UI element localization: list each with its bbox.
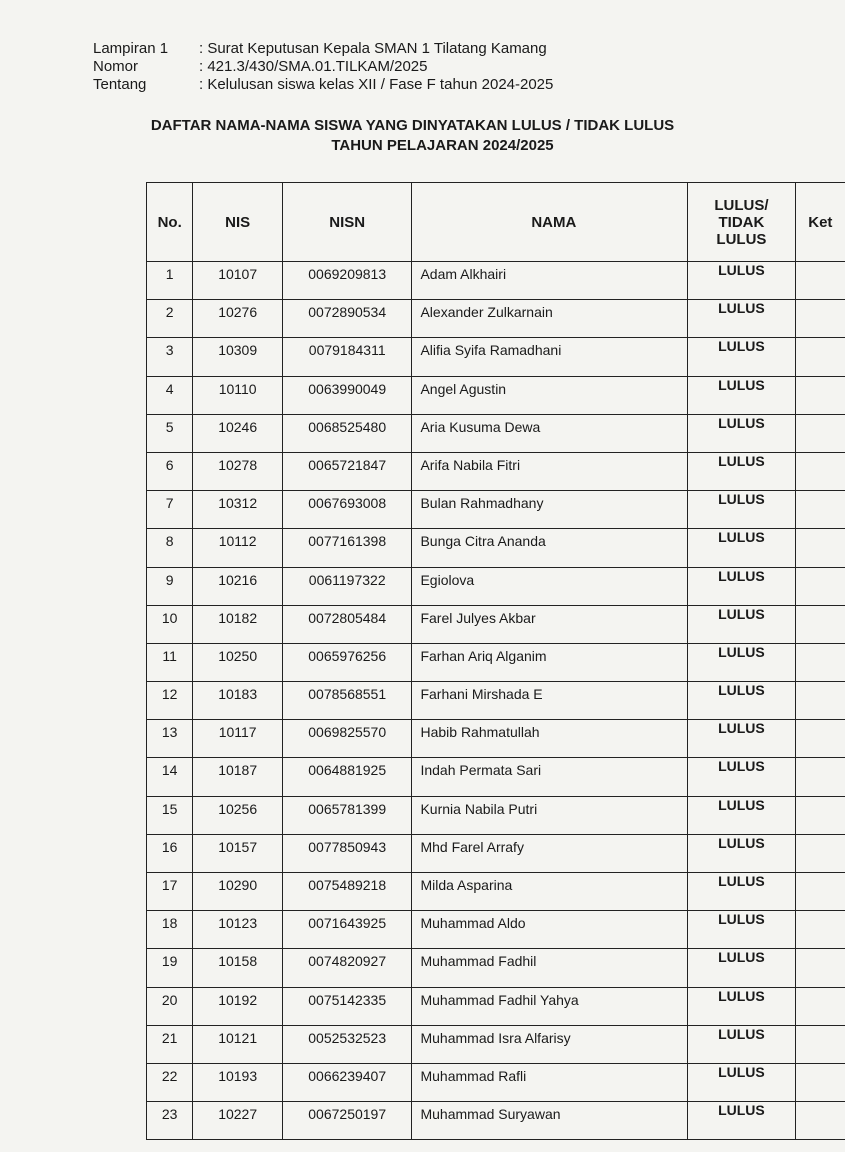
- table-row: [147, 796, 845, 834]
- cell-ket: [795, 491, 845, 529]
- cell-nis: 10107: [193, 262, 283, 300]
- cell-ket: [795, 911, 845, 949]
- table-row: [147, 414, 845, 452]
- cell-nama: Muhammad Isra Alfarisy: [412, 1025, 688, 1063]
- cell-status: LULUS: [688, 987, 795, 1025]
- cell-nama: Bunga Citra Ananda: [412, 529, 688, 567]
- cell-nis: 10227: [193, 1102, 283, 1140]
- cell-no: 14: [147, 758, 193, 796]
- col-header-nisn: NISN: [282, 183, 412, 262]
- cell-ket: [795, 682, 845, 720]
- cell-ket: [795, 643, 845, 681]
- cell-no: 22: [147, 1063, 193, 1101]
- table-row: [147, 338, 845, 376]
- cell-nama: Farhani Mirshada E: [412, 682, 688, 720]
- col-header-ket: Ket: [795, 183, 845, 262]
- cell-ket: [795, 452, 845, 490]
- cell-nisn: 0075142335: [282, 987, 412, 1025]
- cell-ket: [795, 1025, 845, 1063]
- cell-no: 4: [147, 376, 193, 414]
- cell-status: LULUS: [688, 834, 795, 872]
- document-subtitle: TAHUN PELAJARAN 2024/2025: [331, 137, 554, 154]
- cell-ket: [795, 605, 845, 643]
- table-row: [147, 567, 845, 605]
- cell-no: 9: [147, 567, 193, 605]
- cell-nama: Habib Rahmatullah: [412, 720, 688, 758]
- cell-no: 23: [147, 1102, 193, 1140]
- cell-status: LULUS: [688, 338, 795, 376]
- cell-no: 21: [147, 1025, 193, 1063]
- status-header-line: TIDAK: [718, 213, 765, 231]
- cell-no: 8: [147, 529, 193, 567]
- cell-nama: Aria Kusuma Dewa: [412, 414, 688, 452]
- cell-nis: 10121: [193, 1025, 283, 1063]
- cell-nama: Muhammad Fadhil: [412, 949, 688, 987]
- cell-nama: Indah Permata Sari: [412, 758, 688, 796]
- cell-ket: [795, 376, 845, 414]
- cell-no: 20: [147, 987, 193, 1025]
- cell-nama: Muhammad Suryawan: [412, 1102, 688, 1140]
- cell-ket: [795, 987, 845, 1025]
- cell-nis: 10182: [193, 605, 283, 643]
- cell-status: LULUS: [688, 452, 795, 490]
- header-value: : Surat Keputusan Kepala SMAN 1 Tilatang Kamang: [199, 40, 547, 57]
- document-header: [93, 40, 553, 94]
- cell-nis: 10276: [193, 300, 283, 338]
- cell-status: LULUS: [688, 796, 795, 834]
- cell-status: LULUS: [688, 911, 795, 949]
- header-value: : Kelulusan siswa kelas XII / Fase F tahun 2024-2025: [199, 76, 554, 93]
- table-header-row: [147, 183, 845, 262]
- cell-status: LULUS: [688, 720, 795, 758]
- col-header-nis: NIS: [193, 183, 283, 262]
- document-title: DAFTAR NAMA-NAMA SISWA YANG DINYATAKAN LULUS / TIDAK LULUS: [150, 117, 675, 134]
- cell-nisn: 0079184311: [282, 338, 412, 376]
- cell-nis: 10158: [193, 949, 283, 987]
- header-row-nomor: [93, 58, 553, 76]
- cell-ket: [795, 949, 845, 987]
- table-row: [147, 1102, 845, 1140]
- table-row: [147, 300, 845, 338]
- cell-nisn: 0077850943: [282, 834, 412, 872]
- header-row-tentang: [93, 76, 553, 94]
- table-row: [147, 758, 845, 796]
- cell-nisn: 0072805484: [282, 605, 412, 643]
- cell-nis: 10192: [193, 987, 283, 1025]
- cell-status: LULUS: [688, 376, 795, 414]
- cell-nis: 10110: [193, 376, 283, 414]
- cell-nis: 10309: [193, 338, 283, 376]
- col-header-no: No.: [147, 183, 193, 262]
- cell-ket: [795, 834, 845, 872]
- cell-nis: 10193: [193, 1063, 283, 1101]
- cell-nis: 10187: [193, 758, 283, 796]
- cell-no: 13: [147, 720, 193, 758]
- cell-nis: 10157: [193, 834, 283, 872]
- cell-nis: 10123: [193, 911, 283, 949]
- header-label: Tentang: [93, 76, 147, 93]
- cell-nisn: 0061197322: [282, 567, 412, 605]
- cell-no: 3: [147, 338, 193, 376]
- cell-ket: [795, 796, 845, 834]
- cell-nisn: 0052532523: [282, 1025, 412, 1063]
- cell-ket: [795, 1102, 845, 1140]
- cell-ket: [795, 414, 845, 452]
- student-table: [146, 182, 845, 1140]
- cell-nis: 10246: [193, 414, 283, 452]
- cell-status: LULUS: [688, 1063, 795, 1101]
- cell-ket: [795, 567, 845, 605]
- cell-nis: 10112: [193, 529, 283, 567]
- table-row: [147, 1025, 845, 1063]
- cell-status: LULUS: [688, 1102, 795, 1140]
- table-row: [147, 720, 845, 758]
- table-row: [147, 529, 845, 567]
- cell-ket: [795, 720, 845, 758]
- cell-nama: Farel Julyes Akbar: [412, 605, 688, 643]
- cell-no: 16: [147, 834, 193, 872]
- table-row: [147, 605, 845, 643]
- cell-status: LULUS: [688, 300, 795, 338]
- cell-status: LULUS: [688, 529, 795, 567]
- cell-nisn: 0068525480: [282, 414, 412, 452]
- col-header-nama: NAMA: [412, 183, 688, 262]
- cell-no: 12: [147, 682, 193, 720]
- cell-nisn: 0072890534: [282, 300, 412, 338]
- cell-status: LULUS: [688, 491, 795, 529]
- cell-no: 2: [147, 300, 193, 338]
- cell-nama: Arifa Nabila Fitri: [412, 452, 688, 490]
- table-row: [147, 452, 845, 490]
- cell-status: LULUS: [688, 605, 795, 643]
- cell-nama: Muhammad Fadhil Yahya: [412, 987, 688, 1025]
- cell-nisn: 0069825570: [282, 720, 412, 758]
- cell-nama: Mhd Farel Arrafy: [412, 834, 688, 872]
- cell-nama: Bulan Rahmadhany: [412, 491, 688, 529]
- header-row-lampiran: [93, 40, 553, 58]
- cell-status: LULUS: [688, 262, 795, 300]
- cell-status: LULUS: [688, 643, 795, 681]
- cell-nis: 10290: [193, 873, 283, 911]
- cell-nama: Muhammad Aldo: [412, 911, 688, 949]
- cell-nisn: 0075489218: [282, 873, 412, 911]
- cell-no: 18: [147, 911, 193, 949]
- cell-status: LULUS: [688, 873, 795, 911]
- cell-nisn: 0065721847: [282, 452, 412, 490]
- cell-no: 19: [147, 949, 193, 987]
- cell-ket: [795, 1063, 845, 1101]
- cell-nama: Adam Alkhairi: [412, 262, 688, 300]
- table-row: [147, 376, 845, 414]
- table-row: [147, 911, 845, 949]
- cell-no: 10: [147, 605, 193, 643]
- header-value: : 421.3/430/SMA.01.TILKAM/2025: [199, 58, 428, 75]
- cell-ket: [795, 758, 845, 796]
- cell-nisn: 0067693008: [282, 491, 412, 529]
- header-label: Nomor: [93, 58, 139, 75]
- cell-ket: [795, 300, 845, 338]
- cell-nis: 10117: [193, 720, 283, 758]
- cell-nisn: 0077161398: [282, 529, 412, 567]
- table-row: [147, 1063, 845, 1101]
- cell-nisn: 0071643925: [282, 911, 412, 949]
- cell-nama: Muhammad Rafli: [412, 1063, 688, 1101]
- cell-no: 11: [147, 643, 193, 681]
- table-row: [147, 987, 845, 1025]
- status-header-line: LULUS/: [714, 196, 769, 214]
- cell-nisn: 0067250197: [282, 1102, 412, 1140]
- cell-nama: Kurnia Nabila Putri: [412, 796, 688, 834]
- table-row: [147, 873, 845, 911]
- cell-nis: 10216: [193, 567, 283, 605]
- cell-no: 15: [147, 796, 193, 834]
- cell-nis: 10312: [193, 491, 283, 529]
- cell-nisn: 0065781399: [282, 796, 412, 834]
- cell-nisn: 0069209813: [282, 262, 412, 300]
- cell-status: LULUS: [688, 414, 795, 452]
- cell-ket: [795, 873, 845, 911]
- cell-no: 5: [147, 414, 193, 452]
- cell-nis: 10183: [193, 682, 283, 720]
- cell-no: 7: [147, 491, 193, 529]
- cell-nama: Farhan Ariq Alganim: [412, 643, 688, 681]
- cell-nama: Egiolova: [412, 567, 688, 605]
- cell-nama: Milda Asparina: [412, 873, 688, 911]
- cell-ket: [795, 338, 845, 376]
- header-label: Lampiran 1: [93, 40, 169, 57]
- cell-status: LULUS: [688, 758, 795, 796]
- cell-no: 6: [147, 452, 193, 490]
- status-header-line: LULUS: [716, 230, 767, 248]
- cell-status: LULUS: [688, 682, 795, 720]
- cell-no: 1: [147, 262, 193, 300]
- cell-nisn: 0065976256: [282, 643, 412, 681]
- table-row: [147, 262, 845, 300]
- table-body: [147, 262, 845, 1140]
- cell-nis: 10250: [193, 643, 283, 681]
- cell-nis: 10278: [193, 452, 283, 490]
- table-row: [147, 682, 845, 720]
- cell-status: LULUS: [688, 949, 795, 987]
- cell-nama: Alexander Zulkarnain: [412, 300, 688, 338]
- table-row: [147, 834, 845, 872]
- cell-nisn: 0064881925: [282, 758, 412, 796]
- cell-ket: [795, 262, 845, 300]
- cell-nisn: 0066239407: [282, 1063, 412, 1101]
- cell-status: LULUS: [688, 567, 795, 605]
- cell-nama: Alifia Syifa Ramadhani: [412, 338, 688, 376]
- cell-no: 17: [147, 873, 193, 911]
- cell-nisn: 0078568551: [282, 682, 412, 720]
- cell-nisn: 0063990049: [282, 376, 412, 414]
- col-header-status: [688, 183, 795, 262]
- cell-nisn: 0074820927: [282, 949, 412, 987]
- table-row: [147, 949, 845, 987]
- cell-status: LULUS: [688, 1025, 795, 1063]
- cell-nis: 10256: [193, 796, 283, 834]
- table-row: [147, 491, 845, 529]
- cell-nama: Angel Agustin: [412, 376, 688, 414]
- table-row: [147, 643, 845, 681]
- cell-ket: [795, 529, 845, 567]
